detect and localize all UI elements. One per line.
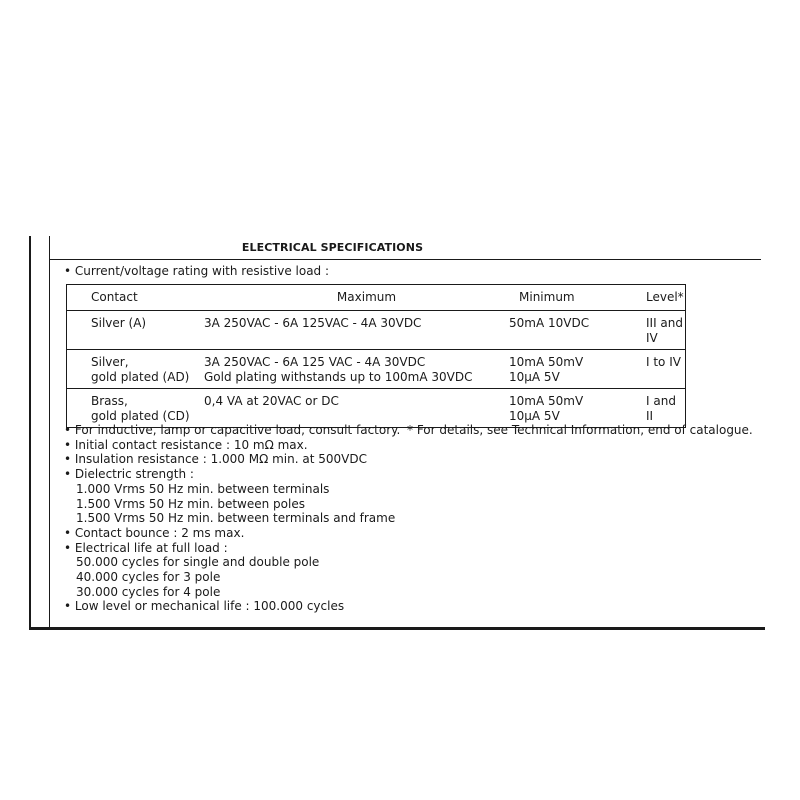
cell-maximum [204, 311, 509, 350]
cell-line: Silver, [91, 355, 129, 369]
cell-line: gold plated (AD) [91, 370, 190, 384]
note-subitem: 1.500 Vrms 50 Hz min. between poles [76, 496, 305, 511]
note-subitem: 1.000 Vrms 50 Hz min. between terminals [76, 481, 330, 496]
header-level: Level* [646, 290, 684, 304]
note-item: • Initial contact resistance : 10 mΩ max. [64, 437, 308, 452]
note-item: • Electrical life at full load : [64, 540, 228, 555]
rating-table [66, 284, 686, 428]
table-row [67, 311, 686, 350]
level-footnote: * For details, see Technical Information, end of catalogue. [407, 423, 753, 437]
cell-line: 10µA 5V [509, 409, 560, 423]
cell-line: 10mA 50mV [509, 394, 584, 408]
cell-contact [67, 389, 205, 428]
cell-level: III and IV [646, 316, 684, 345]
cell-contact [67, 311, 205, 350]
cell-line: 50mA 10VDC [509, 316, 590, 330]
note-item: • Insulation resistance : 1.000 MΩ min. at 500VDC [64, 452, 367, 467]
note-subitem: 50.000 cycles for single and double pole [76, 555, 320, 570]
cell-maximum [204, 350, 509, 389]
note-item: • Low level or mechanical life : 100.000 cycles [64, 599, 345, 614]
cell-level: I to IV [646, 355, 681, 369]
note-subitem: 30.000 cycles for 4 pole [76, 584, 221, 599]
cell-line: 10µA 5V [509, 370, 560, 384]
header-maximum: Maximum [336, 290, 397, 304]
cell-line: Brass, [91, 394, 128, 408]
header-minimum: Minimum [519, 290, 575, 304]
header-contact: Contact [91, 290, 138, 304]
cell-line: 10mA 50mV [509, 355, 584, 369]
cell-line: 3A 250VAC - 6A 125 VAC - 4A 30VDC [204, 355, 426, 369]
cell-line: 3A 250VAC - 6A 125VAC - 4A 30VDC [204, 316, 422, 330]
cell-line: 0,4 VA at 20VAC or DC [204, 394, 339, 408]
table-header-row [67, 285, 686, 311]
section-title: ELECTRICAL SPECIFICATIONS [241, 241, 424, 254]
spec-notes [64, 423, 400, 614]
note-item: • Dielectric strength : [64, 467, 194, 482]
cell-contact [67, 350, 205, 389]
note-subitem: 40.000 cycles for 3 pole [76, 570, 221, 585]
cell-line: Gold plating withstands up to 100mA 30VDC [204, 370, 473, 384]
inner-rule [49, 236, 50, 629]
table-row [67, 350, 686, 389]
cell-minimum [509, 389, 646, 428]
cell-level: I and II [646, 394, 676, 423]
cell-minimum [509, 311, 646, 350]
cell-maximum [204, 389, 509, 428]
cell-minimum [509, 350, 646, 389]
note-item: • For inductive, lamp or capacitive load, consult factory. [64, 423, 401, 437]
title-rule [49, 259, 761, 260]
table-row [67, 389, 686, 428]
rating-intro: • Current/voltage rating with resistive load : [64, 264, 330, 278]
note-subitem: 1.500 Vrms 50 Hz min. between terminals and frame [76, 511, 396, 526]
cell-line: Silver (A) [91, 316, 147, 330]
cell-line: gold plated (CD) [91, 409, 190, 423]
note-item: • Contact bounce : 2 ms max. [64, 525, 245, 540]
